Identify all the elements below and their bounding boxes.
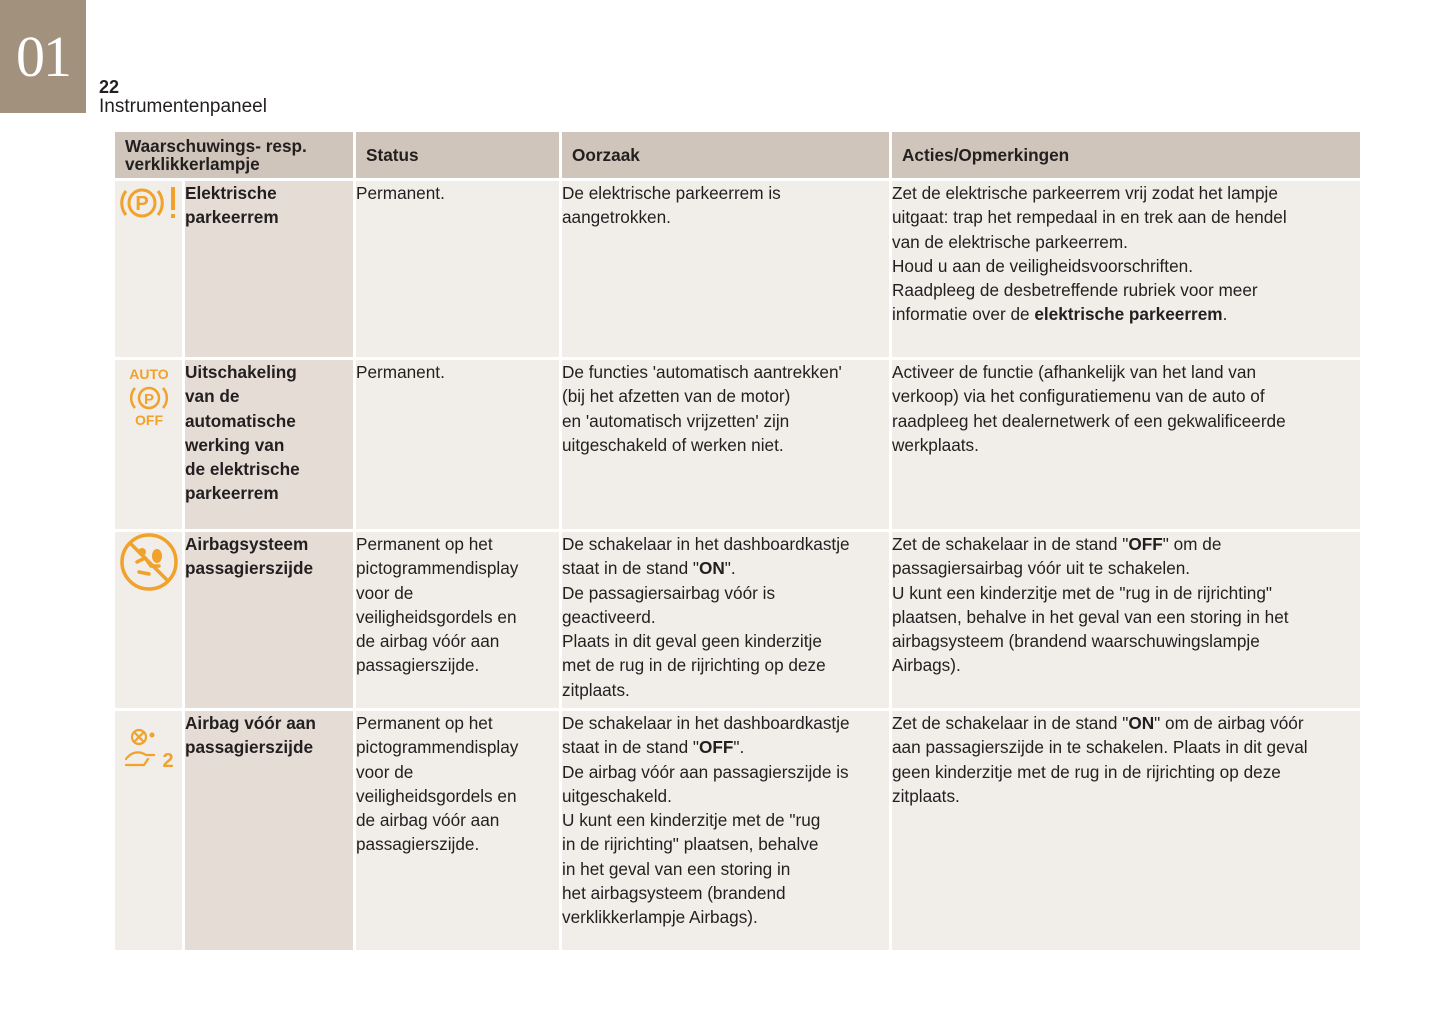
actions-line: Airbags).	[892, 655, 961, 676]
lamp-name-line: de elektrische	[185, 459, 300, 480]
cause-line: in de rijrichting" plaatsen, behalve	[562, 834, 819, 855]
status-line: voor de	[356, 761, 414, 782]
icon-off-text: OFF	[134, 412, 163, 428]
cause-text: ".	[724, 558, 736, 579]
cause-bold-text: ON	[699, 558, 725, 579]
actions-line	[892, 532, 1360, 556]
status-line: veiligheidsgordels en	[356, 785, 517, 806]
cause-line: aangetrokken.	[562, 207, 671, 228]
actions-line: aan passagierszijde in te schakelen. Plaats in dit geval	[892, 737, 1308, 758]
actions-text: " om de	[1162, 534, 1222, 554]
icon-auto-text: AUTO	[128, 366, 169, 382]
actions-line: Zet de elektrische parkeerrem vrij zodat het lampje	[892, 183, 1278, 203]
actions-text: Zet de schakelaar in de stand "	[892, 534, 1129, 554]
passenger-airbag-off-icon	[119, 532, 179, 592]
status-line: de airbag vóór aan	[356, 631, 500, 652]
status-cell	[355, 710, 561, 952]
cause-line: De elektrische parkeerrem is	[562, 183, 781, 203]
status-cell	[355, 180, 561, 359]
actions-line: raadpleeg het dealernetwerk of een gekwalificeerde	[892, 410, 1286, 431]
auto-parking-brake-off-icon	[123, 366, 175, 428]
warning-lamps-table	[112, 129, 1363, 953]
actions-line: Houd u aan de veiligheidsvoorschriften.	[892, 255, 1193, 276]
cause-text: ".	[733, 737, 745, 758]
table-row	[114, 359, 1362, 531]
actions-bold-text: OFF	[1128, 534, 1163, 554]
lamp-name	[184, 710, 355, 952]
actions-cell	[891, 531, 1362, 710]
actions-line: U kunt een kinderzitje met de "rug in de rijrichting"	[892, 582, 1273, 603]
lamp-name-line: parkeerrem	[185, 207, 279, 228]
header-actions: Acties/Opmerkingen	[891, 131, 1362, 180]
cause-line: De functies 'automatisch aantrekken'	[562, 362, 842, 382]
status-line: voor de	[356, 582, 414, 603]
actions-line: geen kinderzitje met de rug in de rijrichting op deze	[892, 761, 1281, 782]
actions-cell	[891, 180, 1362, 359]
status-line: pictogrammendisplay	[356, 558, 519, 579]
actions-text: Zet de schakelaar in de stand "	[892, 713, 1129, 733]
table-row	[114, 531, 1362, 710]
status-line: veiligheidsgordels en	[356, 606, 517, 627]
actions-text: " om de airbag vóór	[1154, 713, 1304, 733]
lamp-name	[184, 359, 355, 531]
cause-text: staat in de stand "	[562, 558, 700, 579]
passenger-airbag-on-icon	[122, 725, 176, 773]
lamp-name-line: van de	[185, 386, 240, 407]
cause-line: De airbag vóór aan passagierszijde is	[562, 761, 849, 782]
svg-text:P: P	[134, 193, 149, 215]
cause-line: De passagiersairbag vóór is	[562, 582, 776, 603]
actions-cell	[891, 359, 1362, 531]
cause-line	[562, 556, 889, 580]
actions-cell	[891, 710, 1362, 952]
cause-cell	[561, 531, 891, 710]
table-header-row	[114, 131, 1362, 180]
lamp-icon-cell	[114, 710, 184, 952]
cause-line: in het geval van een storing in	[562, 858, 791, 879]
cause-line: met de rug in de rijrichting op deze	[562, 655, 826, 676]
cause-line: het airbagsysteem (brandend	[562, 883, 786, 904]
actions-line	[892, 302, 1360, 326]
actions-line: van de elektrische parkeerrem.	[892, 231, 1128, 252]
lamp-name	[184, 180, 355, 359]
table-row	[114, 180, 1362, 359]
cause-text: staat in de stand "	[562, 737, 700, 758]
actions-text: informatie over de	[892, 304, 1035, 325]
lamp-name-line: Airbagsysteem	[185, 534, 309, 554]
actions-line: verkoop) via het configuratiemenu van de auto of	[892, 386, 1265, 407]
actions-line: passagiersairbag vóór uit te schakelen.	[892, 558, 1191, 579]
cause-line: zitplaats.	[562, 679, 630, 700]
status-cell	[355, 359, 561, 531]
cause-line: U kunt een kinderzitje met de "rug	[562, 810, 821, 831]
header-lamp-line: Waarschuwings- resp.	[125, 136, 307, 156]
page-number: 22	[99, 77, 120, 97]
svg-text:P: P	[143, 391, 154, 408]
header-lamp	[114, 131, 355, 180]
lamp-name-line: passagierszijde	[185, 558, 314, 579]
lamp-icon-cell	[114, 180, 184, 359]
status-line: Permanent.	[356, 362, 445, 382]
status-line: passagierszijde.	[356, 834, 480, 855]
actions-text: .	[1222, 304, 1228, 325]
actions-line: werkplaats.	[892, 434, 979, 455]
lamp-name-line: passagierszijde	[185, 737, 314, 758]
table-row	[114, 710, 1362, 952]
status-line: Permanent.	[356, 183, 445, 203]
lamp-name-line: automatische	[185, 410, 296, 431]
lamp-icon-cell	[114, 531, 184, 710]
lamp-name	[184, 531, 355, 710]
actions-line: Activeer de functie (afhankelijk van het land van	[892, 362, 1257, 382]
status-cell	[355, 531, 561, 710]
icon-number-text: 2	[161, 750, 174, 772]
header-status: Status	[355, 131, 561, 180]
cause-line: uitgeschakeld of werken niet.	[562, 434, 784, 455]
cause-line: en 'automatisch vrijzetten' zijn	[562, 410, 790, 431]
lamp-icon-cell	[114, 359, 184, 531]
cause-line: De schakelaar in het dashboardkastje	[562, 534, 850, 554]
cause-line	[562, 735, 889, 759]
chapter-tab: 01	[0, 0, 86, 113]
status-line: passagierszijde.	[356, 655, 480, 676]
lamp-name-line: parkeerrem	[185, 483, 279, 504]
cause-cell	[561, 710, 891, 952]
lamp-name-line: werking van	[185, 434, 285, 455]
cause-line: (bij het afzetten van de motor)	[562, 386, 791, 407]
cause-cell	[561, 180, 891, 359]
header-lamp-line: verklikkerlampje	[125, 154, 260, 174]
parking-brake-warning-icon	[118, 181, 180, 225]
status-line: Permanent op het	[356, 534, 493, 554]
actions-line: zitplaats.	[892, 785, 960, 806]
actions-line: plaatsen, behalve in het geval van een storing in het	[892, 606, 1289, 627]
lamp-name-line: Uitschakeling	[185, 362, 297, 382]
actions-bold-link-text: elektrische parkeerrem	[1034, 304, 1223, 325]
section-title: Instrumentenpaneel	[99, 96, 267, 117]
actions-line: Raadpleeg de desbetreffende rubriek voor meer	[892, 280, 1258, 301]
status-line: pictogrammendisplay	[356, 737, 519, 758]
cause-line: geactiveerd.	[562, 606, 656, 627]
header-cause: Oorzaak	[561, 131, 891, 180]
status-line: de airbag vóór aan	[356, 810, 500, 831]
status-line: Permanent op het	[356, 713, 493, 733]
cause-line: De schakelaar in het dashboardkastje	[562, 713, 850, 733]
actions-bold-text: ON	[1128, 713, 1155, 733]
lamp-name-line: Elektrische	[185, 183, 277, 203]
cause-cell	[561, 359, 891, 531]
cause-line: verklikkerlampje Airbags).	[562, 907, 758, 928]
actions-line: uitgaat: trap het rempedaal in en trek aan de hendel	[892, 207, 1287, 228]
lamp-name-line: Airbag vóór aan	[185, 713, 316, 733]
actions-line	[892, 711, 1360, 735]
cause-bold-text: OFF	[699, 737, 734, 758]
cause-line: uitgeschakeld.	[562, 785, 672, 806]
cause-line: Plaats in dit geval geen kinderzitje	[562, 631, 822, 652]
actions-line: airbagsysteem (brandend waarschuwingslampje	[892, 631, 1260, 652]
